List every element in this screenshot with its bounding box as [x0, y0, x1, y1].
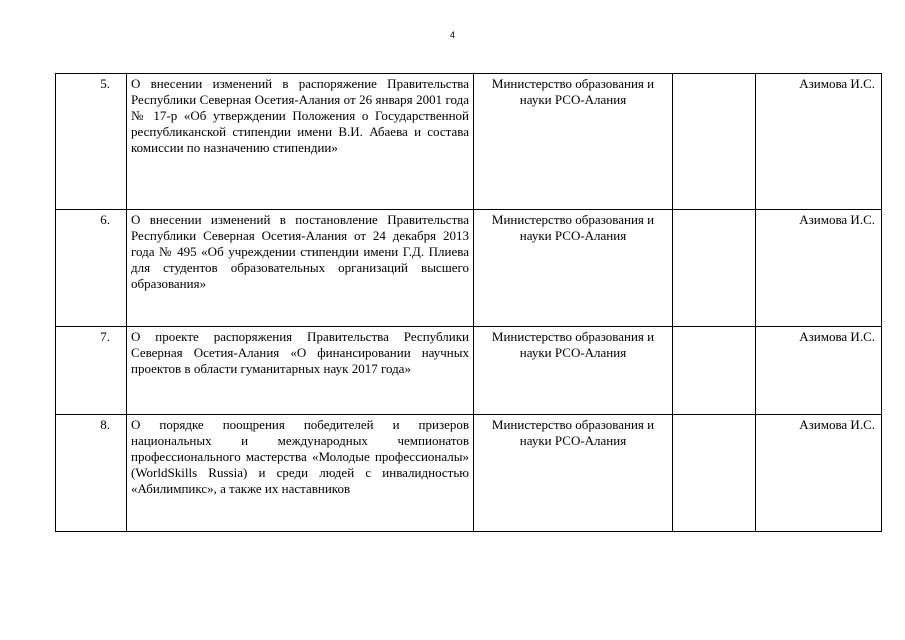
row-empty-cell — [673, 74, 756, 210]
row-organization: Министерство образования и науки РСО-Алания — [474, 74, 673, 210]
table-row — [56, 74, 882, 210]
table-row — [56, 415, 882, 532]
row-organization: Министерство образования и науки РСО-Алания — [474, 415, 673, 532]
row-title: О порядке поощрения победителей и призеров национальных и международных чемпионатов профессионального мастерства «Молодые профессионалы» (WorldSkills Russia) и среди людей с инвалидностью «Абилимпикс», а также их наставников — [127, 415, 474, 532]
row-number: 7. — [56, 327, 127, 415]
table-row — [56, 210, 882, 327]
row-organization: Министерство образования и науки РСО-Алания — [474, 210, 673, 327]
table-row — [56, 327, 882, 415]
row-responsible-person: Азимова И.С. — [756, 74, 882, 210]
row-responsible-person: Азимова И.С. — [756, 327, 882, 415]
row-responsible-person: Азимова И.С. — [756, 210, 882, 327]
row-number: 5. — [56, 74, 127, 210]
row-number: 8. — [56, 415, 127, 532]
row-number: 6. — [56, 210, 127, 327]
row-empty-cell — [673, 415, 756, 532]
row-organization: Министерство образования и науки РСО-Алания — [474, 327, 673, 415]
row-title: О внесении изменений в постановление Правительства Республики Северная Осетия-Алания от 24 декабря 2013 года № 495 «Об учреждении стипендии имени Г.Д. Плиева для студентов образовательных организаций высшего образования» — [127, 210, 474, 327]
agenda-table — [55, 73, 882, 532]
row-title: О проекте распоряжения Правительства Республики Северная Осетия-Алания «О финансировании научных проектов в области гуманитарных наук 2017 года» — [127, 327, 474, 415]
row-title: О внесении изменений в распоряжение Правительства Республики Северная Осетия-Алания от 26 января 2001 года № 17-р «Об утверждении Положения о Государственной республиканской стипендии имени В.И. Абаева и состава комиссии по назначению стипендии» — [127, 74, 474, 210]
row-responsible-person: Азимова И.С. — [756, 415, 882, 532]
page-number: 4 — [449, 30, 455, 40]
row-empty-cell — [673, 210, 756, 327]
row-empty-cell — [673, 327, 756, 415]
